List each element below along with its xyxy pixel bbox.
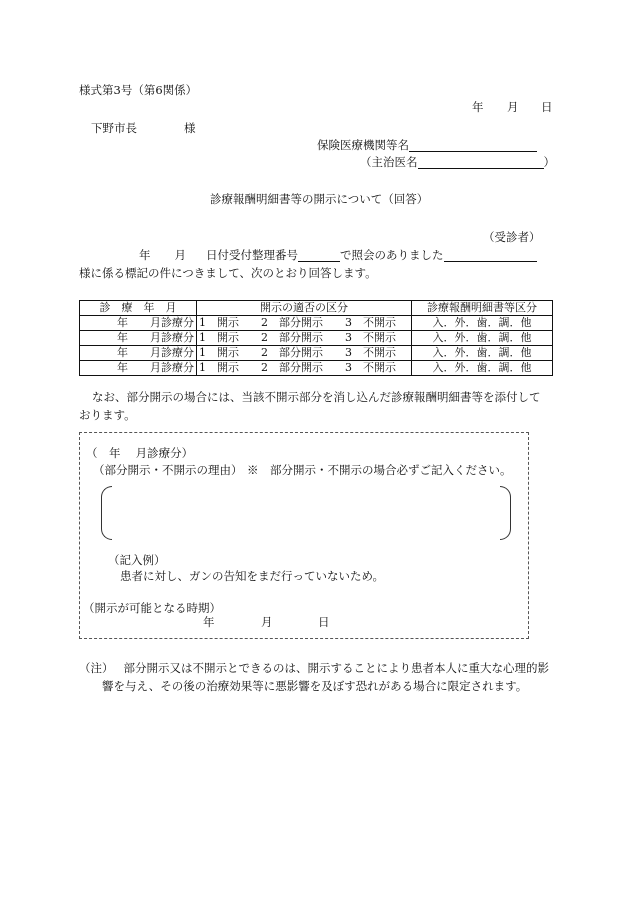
row-category[interactable]: 入．外．歯．調．他	[412, 361, 553, 376]
footnote-line-1	[79, 661, 549, 675]
table-row	[80, 316, 553, 331]
header-disclosure: 開示の適否の区分	[197, 301, 412, 316]
doctor-blank[interactable]	[418, 156, 544, 169]
doctor-line	[360, 155, 555, 169]
row-options[interactable]: 1 開示 2 部分開示 3 不開示	[197, 346, 412, 361]
when-label: （開示が可能となる時期）	[83, 601, 221, 615]
footnote-text-1: 部分開示又は不開示とできるのは、開示することにより患者本人に重大な心理的影	[123, 661, 549, 675]
doctor-label: （主治医名	[360, 155, 418, 169]
row-period: 年 月診療分	[80, 346, 197, 361]
reason-label: （部分開示・不開示の理由）	[93, 463, 243, 477]
table-header-row	[80, 301, 553, 316]
example-label: （記入例）	[108, 553, 166, 567]
row-period: 年 月診療分	[80, 361, 197, 376]
institution-blank[interactable]	[409, 139, 537, 152]
institution-line	[317, 138, 537, 152]
addressee-title: 下野市長	[91, 121, 137, 135]
form-number: 様式第3号（第6関係）	[79, 83, 198, 97]
patient-label: （受診者）	[483, 230, 541, 244]
row-period: 年 月診療分	[80, 331, 197, 346]
row-options[interactable]: 1 開示 2 部分開示 3 不開示	[197, 361, 412, 376]
ref-number-blank[interactable]	[298, 249, 340, 262]
when-year: 年	[203, 615, 215, 629]
header-category: 診療報酬明細書等区分	[412, 301, 553, 316]
date-month: 月	[507, 100, 519, 114]
bracket-left	[101, 486, 112, 540]
document-title: 診療報酬明細書等の開示について（回答）	[210, 192, 429, 206]
row-category[interactable]: 入．外．歯．調．他	[412, 331, 553, 346]
addressee-honorific: 様	[184, 121, 196, 135]
body-year: 年	[139, 248, 151, 262]
row-options[interactable]: 1 開示 2 部分開示 3 不開示	[197, 331, 412, 346]
doctor-close: ）	[543, 155, 555, 169]
header-period: 診 療 年 月	[80, 301, 197, 316]
patient-name-blank[interactable]	[444, 249, 537, 262]
note-line-1: なお、部分開示の場合には、当該不開示部分を消し込んだ診療報酬明細書等を添付して	[92, 390, 541, 404]
ref-prefix: 日付受付整理番号	[206, 248, 298, 262]
date-year: 年	[472, 100, 484, 114]
body-line-1	[139, 248, 537, 262]
institution-label: 保険医療機関等名	[317, 138, 409, 152]
table-row	[80, 346, 553, 361]
table-row	[80, 331, 553, 346]
example-text: 患者に対し、ガンの告知をまだ行っていないため。	[120, 569, 385, 583]
row-category[interactable]: 入．外．歯．調．他	[412, 316, 553, 331]
footnote-mark: （注）	[79, 661, 114, 675]
when-month: 月	[261, 615, 273, 629]
body-line-2: 様に係る標記の件につきまして、次のとおり回答します。	[79, 266, 377, 280]
footnote-line-2: 響を与え、その後の治療効果等に悪影響を及ぼす恐れがある場合に限定されます。	[102, 679, 528, 693]
date-day: 日	[541, 100, 553, 114]
reason-note: ※ 部分開示・不開示の場合必ずご記入ください。	[247, 463, 512, 477]
ref-suffix: で照会のありました	[340, 248, 444, 262]
reason-input-area[interactable]	[114, 490, 496, 534]
row-options[interactable]: 1 開示 2 部分開示 3 不開示	[197, 316, 412, 331]
table-row	[80, 361, 553, 376]
body-month: 月	[174, 248, 186, 262]
row-category[interactable]: 入．外．歯．調．他	[412, 346, 553, 361]
when-day: 日	[318, 615, 330, 629]
bracket-right	[500, 486, 511, 540]
disclosure-table	[79, 300, 553, 376]
row-period: 年 月診療分	[80, 316, 197, 331]
box-period: （ 年 月診療分）	[86, 446, 194, 460]
note-line-2: おります。	[79, 408, 136, 422]
